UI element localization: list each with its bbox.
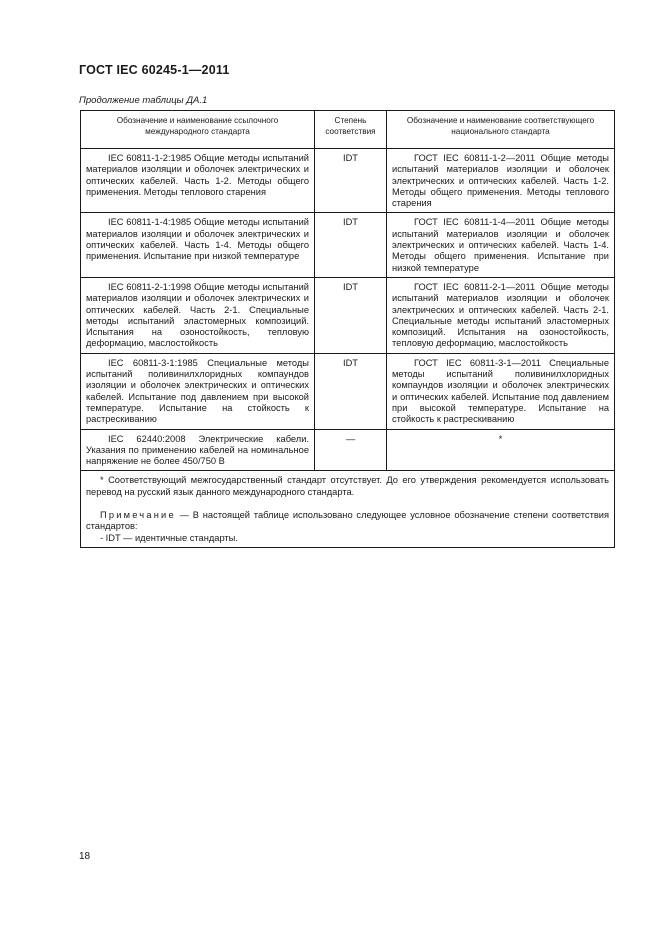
document-header: ГОСТ IEC 60245-1—2011 (79, 63, 230, 77)
header-national-standard: Обозначение и наименование соответствующего национального стандарта (387, 111, 615, 149)
header-degree-of-conformity: Степень соответствия (315, 111, 387, 149)
table-notes-row (81, 471, 615, 548)
table-row (81, 149, 615, 213)
cell-international: IEC 60811-3-1:1985 Специальные методы испытаний поливинилхлоридных компаундов изоляции и оболочек электрических и оптических кабелей. Испытание под давлением при высокой температуре. Испытание на стойкость к растрескиванию (81, 353, 315, 429)
table-header-row (81, 111, 615, 149)
note-text: — В настоящей таблице использовано следующее условное обозначение степени соответствия стандартов: (86, 509, 609, 532)
table-caption: Продолжение таблицы ДА.1 (79, 95, 208, 106)
table-row (81, 429, 615, 471)
footnote: * Соответствующий межгосударственный стандарт отсутствует. До его утверждения рекомендуется использовать перевод на русский язык данного международного стандарта. (86, 475, 609, 498)
note-list-item: - IDT — идентичные стандарты. (100, 532, 238, 543)
cell-international: IEC 60811-2-1:1998 Общие методы испытаний материалов изоляции и оболочек электрических и оптических кабелей. Часть 2-1. Специальные методы испытаний эластомерных композиций. Испытания на озоностойкость, тепловую деформацию, маслостойкость (81, 277, 315, 353)
header-international-standard: Обозначение и наименование ссылочного международного стандарта (81, 111, 315, 149)
cell-national: ГОСТ IEC 60811-2-1—2011 Общие методы испытаний материалов изоляции и оболочек электрических и оптических кабелей. Часть 2-1. Специальные методы испытаний эластомерных композиций. Испытания на озоностойкость, тепловую деформацию, маслостойкость (387, 277, 615, 353)
cell-national: * (387, 429, 615, 471)
cell-international: IEC 60811-1-4:1985 Общие методы испытаний материалов изоляции и оболочек электрических и оптических кабелей. Часть 1-4. Методы общего применения. Испытание при низкой температуре (81, 213, 315, 277)
page-number: 18 (79, 851, 91, 862)
cell-international: IEC 62440:2008 Электрические кабели. Указания по применению кабелей на номинальное напряжение не более 450/750 В (81, 429, 315, 471)
table-row (81, 213, 615, 277)
cell-degree: IDT (315, 353, 387, 429)
note (86, 510, 609, 533)
cell-degree: IDT (315, 277, 387, 353)
table-row (81, 277, 615, 353)
cell-degree: — (315, 429, 387, 471)
table-row (81, 353, 615, 429)
correspondence-table (80, 110, 615, 548)
cell-national: ГОСТ IEC 60811-1-4—2011 Общие методы испытаний материалов изоляции и оболочек электрических и оптических кабелей. Часть 1-4. Методы общего применения. Испытание при низкой температуре (387, 213, 615, 277)
note-label: Примечание (100, 509, 176, 520)
cell-international: IEC 60811-1-2:1985 Общие методы испытаний материалов изоляции и оболочек электрических и оптических кабелей. Часть 1-2. Методы общего применения. Методы теплового старения (81, 149, 315, 213)
cell-degree: IDT (315, 149, 387, 213)
cell-national: ГОСТ IEC 60811-1-2—2011 Общие методы испытаний материалов изоляции и оболочек электрических и оптических кабелей. Часть 1-2. Методы общего применения. Методы теплового старения (387, 149, 615, 213)
cell-national: ГОСТ IEC 60811-3-1—2011 Специальные методы испытаний поливинилхлоридных компаундов изоляции и оболочек электрических и оптических кабелей. Испытание под давлением при высокой температуре. Испытание на стойкость к растрескиванию (387, 353, 615, 429)
cell-degree: IDT (315, 213, 387, 277)
table-notes (81, 471, 615, 548)
